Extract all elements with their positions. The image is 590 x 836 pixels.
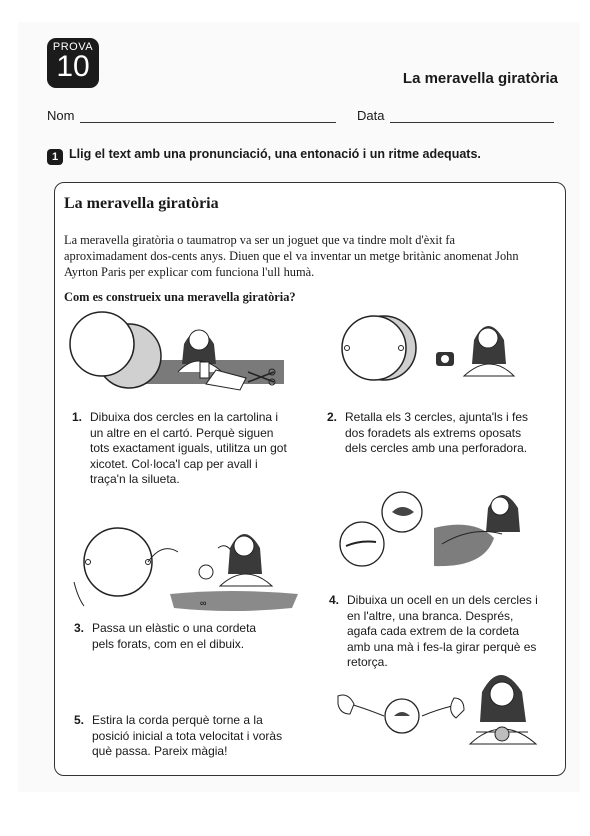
step-number: 5. [74,713,85,727]
name-field[interactable] [47,108,336,123]
illustration-step-2 [336,310,526,390]
step-2 [327,410,545,457]
step-text: Dibuixa dos cercles en la cartolina i un altre en el cartó. Perquè siguen tots exactament iguals, utilitza un got xicotet. Col·loca'l cap per avall i traça'n la silueta. [90,410,287,486]
date-label: Data [357,108,385,123]
name-label: Nom [47,108,75,123]
step-number: 4. [329,593,340,607]
step-3 [74,621,272,652]
step-5 [74,713,288,760]
test-badge [47,38,99,88]
step-number: 3. [74,621,85,635]
illustration-step-1 [66,310,288,400]
section-subtitle: Com es construeix una meravella giratòria? [64,290,296,304]
task-number: 1 [47,149,63,165]
task-instruction [47,147,481,165]
step-1 [72,410,294,488]
step-text: Dibuixa un ocell en un dels cercles i en l'altre, una branca. Després, agafa cada extrem de la cordeta amb una mà i fes-la girar perquè es retorça. [347,593,538,669]
name-line[interactable] [80,110,336,123]
step-text: Retalla els 3 cercles, ajunta'ls i fes dos foradets als extrems oposats dels cercles amb una perforadora. [345,410,529,455]
svg-text:∞: ∞ [200,598,207,608]
step-number: 1. [72,410,83,424]
step-4 [329,593,545,671]
badge-label: PROVA [52,41,94,53]
step-text: Passa un elàstic o una cordeta pels forats, com en el dibuix. [92,621,257,651]
badge-number: 10 [56,50,90,83]
card-title: La meravella giratòria [64,195,219,212]
illustration-step-4 [338,488,530,580]
date-line[interactable] [390,110,554,123]
page-title: La meravella giratòria [402,70,558,87]
date-field[interactable] [357,108,554,123]
intro-paragraph: La meravella giratòria o taumatrop va ser un joguet que va tindre molt d'èxit fa aproximadament dos-cents anys. Diuen que el va inventar un metge britànic anomenat John Ayrton Paris per explicar com funciona l'ull humà. [64,233,519,279]
illustration-step-3 [70,520,300,612]
task-text: Llig el text amb una pronunciació, una entonació i un ritme adequats. [69,147,481,161]
step-number: 2. [327,410,338,424]
illustration-step-5 [330,672,544,754]
step-text: Estira la corda perquè torne a la posició inicial a tota velocitat i voràs què passa. Pareix màgia! [92,713,283,758]
